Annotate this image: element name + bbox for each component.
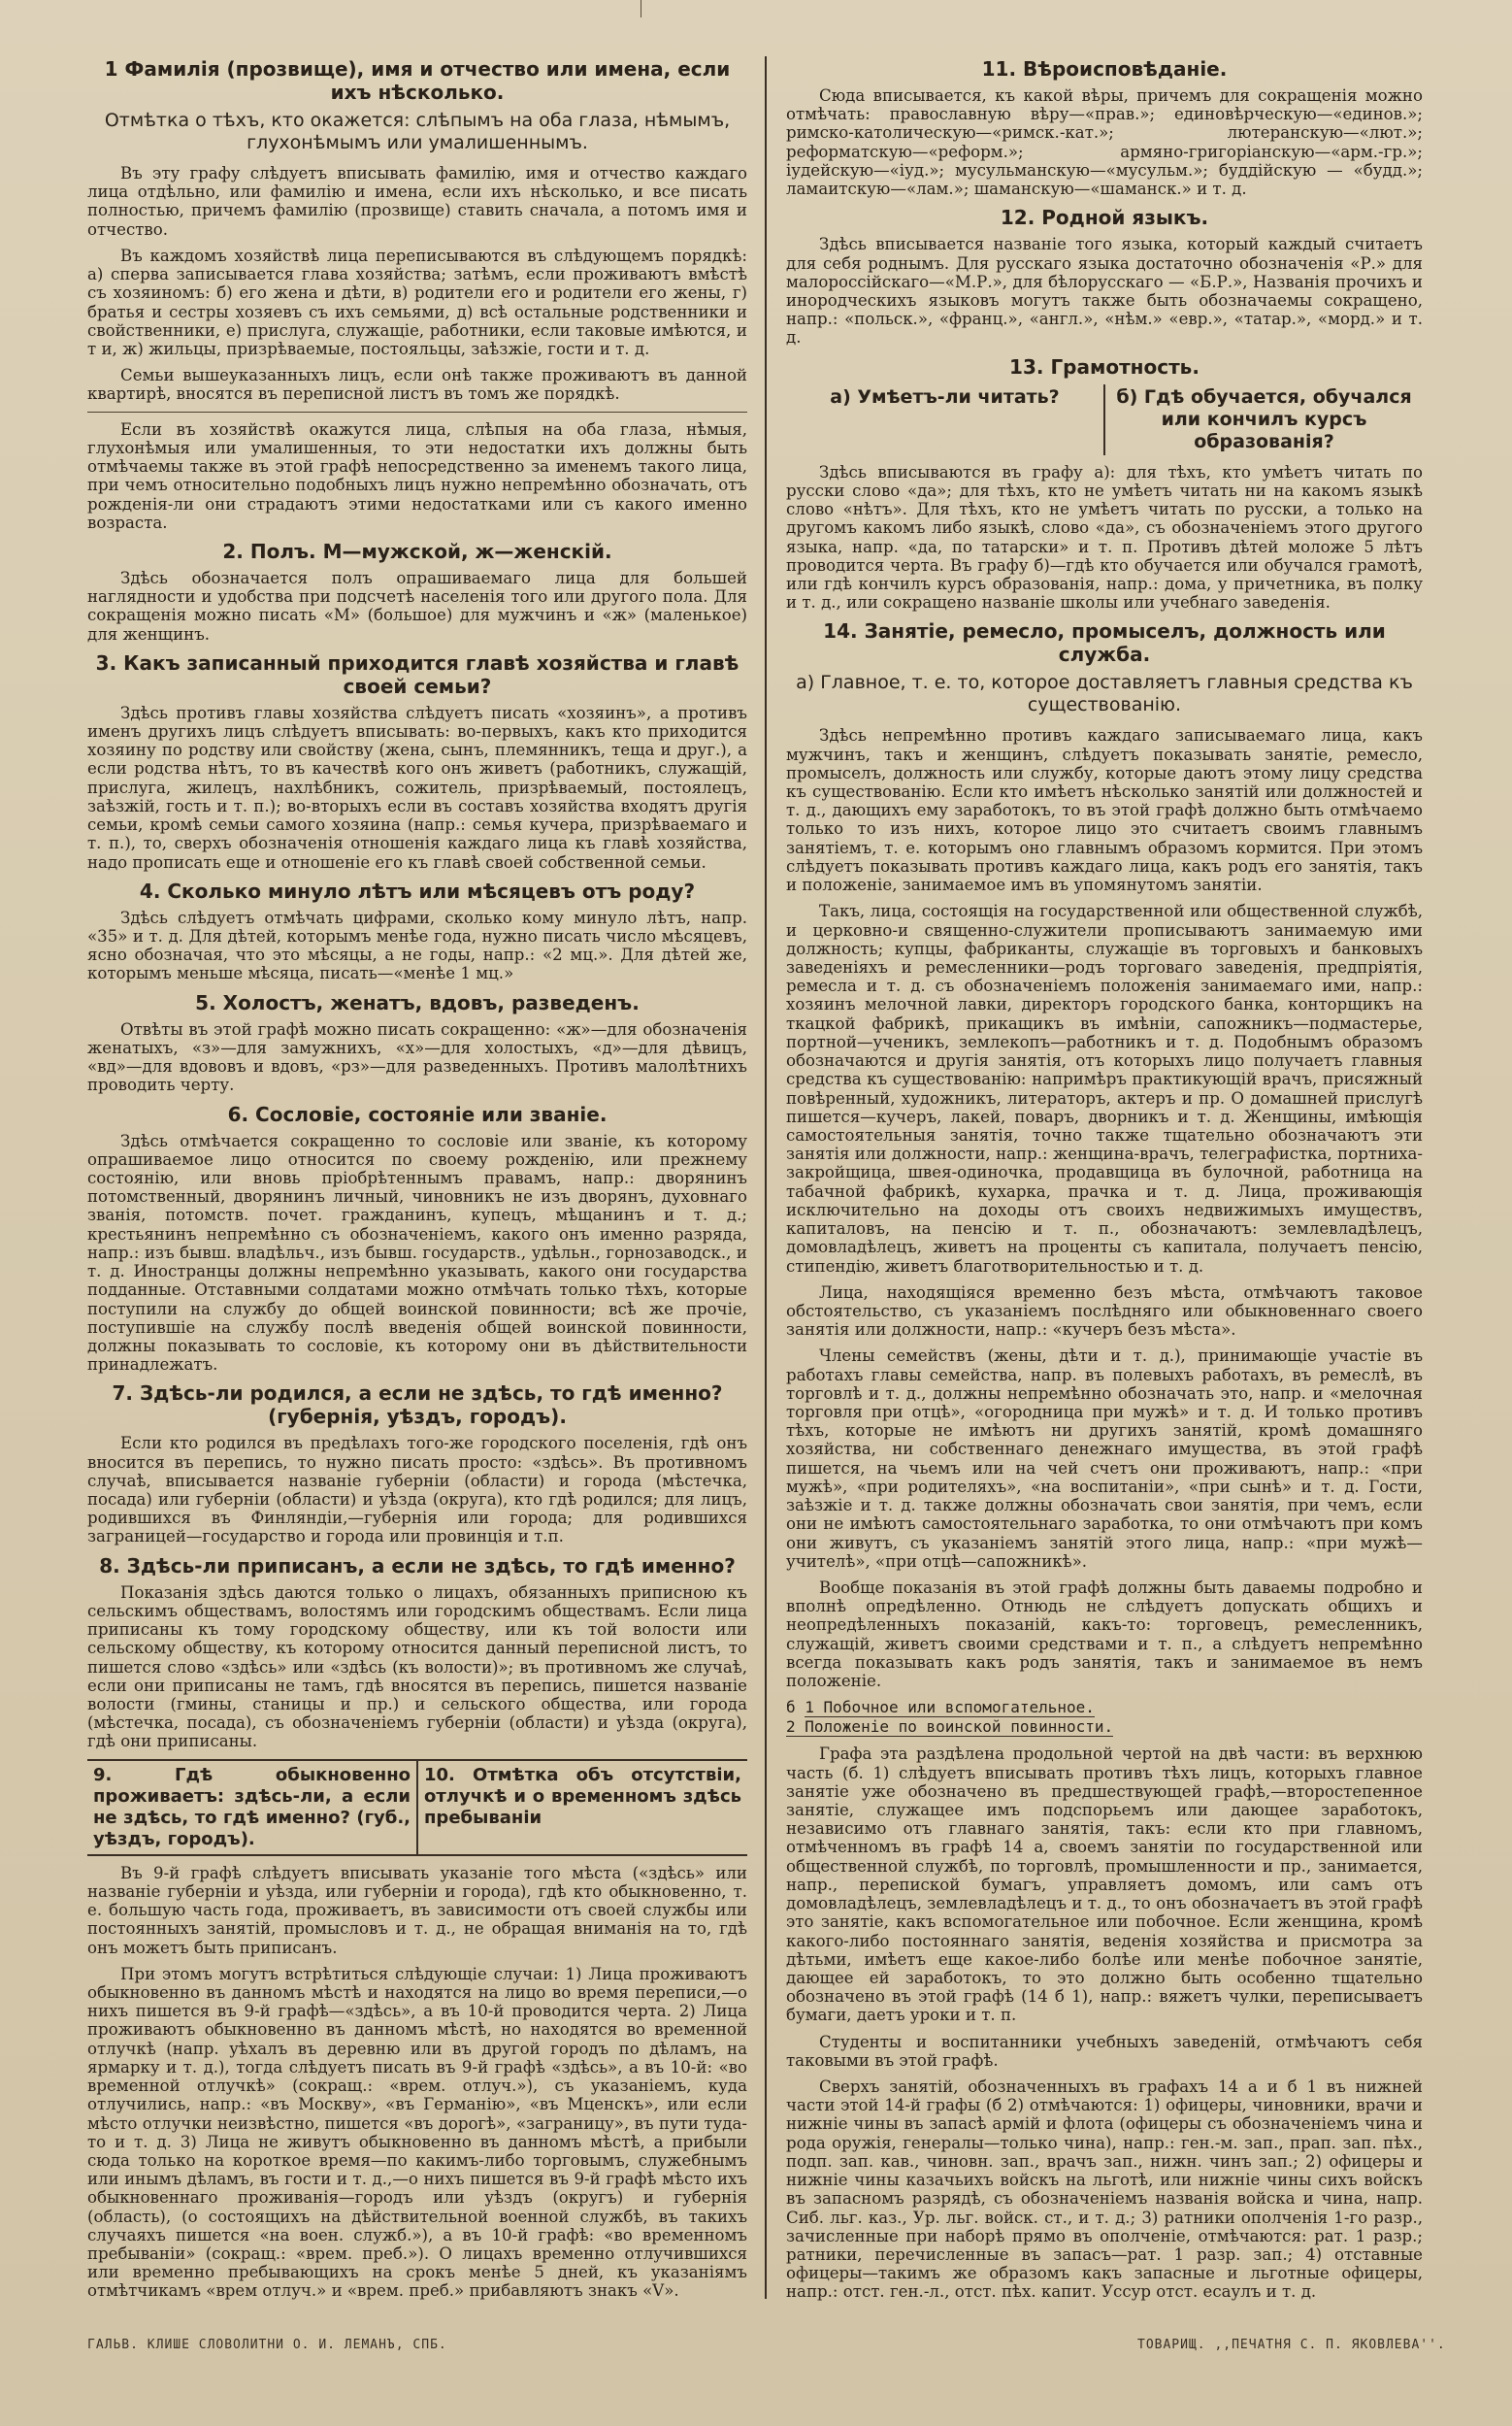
- paragraph: Здѣсь вписываются въ графу а): для тѣхъ, кто умѣетъ читать по русски слово «да»; для тѣхъ, кто не умѣетъ читать ни на какомъ языкѣ слово «нѣтъ». Для тѣхъ, кто не умѣетъ читать по русски, а только на другомъ какомъ либо языкѣ, слово «да», съ обозначеніемъ этого другого языка, напр. «да, по татарски» и т. п. Противъ дѣтей моложе 5 лѣтъ проводится черта. Въ графу б)—гдѣ кто обучается или обучался грамотѣ, или гдѣ кончилъ курсъ образованія, напр.: дома, у причетника, въ полку и т. д., или сокращено названіе школы или учебнаго заведенія.: [786, 462, 1423, 613]
- section-12-title: 12. Родной языкъ.: [1000, 206, 1209, 230]
- section-8-title: 8. Здѣсь-ли приписанъ, а если не здѣсь, то гдѣ именно?: [99, 1553, 736, 1578]
- paragraph: Здѣсь противъ главы хозяйства слѣдуетъ писать «хозяинъ», а противъ именъ другихъ лицъ слѣдуетъ вписывать: во-первыхъ, какъ кто приходится хозяину по родству или свойству (жена, сынъ, племянникъ, теща и друг.), а если родства нѣтъ, то въ качествѣ кого онъ живетъ (работникъ, служащій, прислуга, жилецъ, нахлѣбникъ, сожитель, призрѣваемый, постоялецъ, заѣзжій, гость и т. п.); во-вторыхъ если въ составъ хозяйства входятъ другія семьи, кромѣ семьи самого хозяина (напр.: семья кучера, призрѣваемаго и т. п.), то, сверхъ обозначенія отношенія каждаго лица къ главѣ хозяйства, надо прописать еще и отношеніе его къ главѣ своей собственной семьи.: [87, 703, 747, 872]
- paragraph: Въ эту графу слѣдуетъ вписывать фамилію, имя и отчество каждаго лица отдѣльно, или фамилію и имена, если ихъ нѣсколько, и все писать полностью, причемъ фамилію (прозвище) ставить сначала, а потомъ имя и отчество.: [87, 164, 747, 239]
- section-14b-label: б: [786, 1698, 796, 1717]
- left-column: [87, 53, 747, 2309]
- section-10-title: 10. Отмѣтка объ отсутствіи, отлучкѣ и о временномъ здѣсь пребываніи: [424, 1764, 741, 1828]
- section-14b1-title: 1 Побочное или вспомогательное.: [805, 1698, 1095, 1717]
- section-2-title: 2. Полъ. М—мужской, ж—женскій.: [222, 539, 612, 563]
- paragraph: Графа эта раздѣлена продольной чертой на двѣ части: въ верхнюю часть (б. 1) слѣдуетъ вписывать противъ тѣхъ лицъ, которыхъ главное занятіе уже обозначено въ предшествующей графѣ,—второстепенное занятіе, служащее имъ подспорьемъ или дающее заработокъ, независимо отъ главнаго занятія, такъ: если кто при главномъ, отмѣченномъ въ графѣ 14 а, своемъ занятіи по государственной или общественной службѣ, по торговлѣ, промышленности и пр., занимается, напр., перепиской бумагъ, управляетъ домомъ, или самъ отъ домовладѣлецъ, землевладѣлецъ и т. д., то онъ обозначаетъ въ этой графѣ это занятіе, какъ вспомогательное или побочное. Если женщина, кромѣ какого-либо постояннаго занятія, веденія хозяйства и присмотра за дѣтьми, имѣетъ еще какое-либо болѣе или менѣе побочное занятіе, дающее ей заработокъ, то это должно быть особенно тщательно обозначено въ этой графѣ (14 б 1), напр.: вяжетъ чулки, переписываетъ бумаги, даетъ уроки и т. п.: [786, 1745, 1423, 2025]
- right-column: [786, 53, 1423, 2310]
- paragraph: Если кто родился въ предѣлахъ того-же городского поселенія, гдѣ онъ вносится въ перепись, то нужно писать просто: «здѣсь». Въ противномъ случаѣ, вписывается названіе губерніи (области) и города (мѣстечка, посада) или губерніи (области) и уѣзда (округа), кто гдѣ родился; для лицъ, родившихся въ Финляндіи,—губернія или города; для родившихся заграницей—государство и города или провинція и т.п.: [87, 1434, 747, 1546]
- paragraph: Члены семействъ (жены, дѣти и т. д.), принимающіе участіе въ работахъ главы семейства, напр. въ полевыхъ работахъ, въ ремеслѣ, въ торговлѣ и т. д., должны непремѣнно обозначать это, напр. и «мелочная торговля при отцѣ», «огородница при мужѣ» и т. д. И только противъ тѣхъ, которые не имѣютъ ни другихъ занятій, кромѣ домашняго хозяйства, ни собственнаго денежнаго имущества, въ этой графѣ пишется, на чьемъ или на чей счетъ они проживаютъ, напр.: «при мужѣ», «при родителяхъ», «на воспитаніи», «при сынѣ» и т. д. Гости, заѣзжіе и т. д. также должны обозначать свои занятія, при чемъ, если они не имѣютъ самостоятельнаго заработка, то они отмѣчаютъ при комъ они живутъ, съ указаніемъ занятій этого лица, напр.: «при мужѣ—учителѣ», «при отцѣ—сапожникѣ».: [786, 1346, 1423, 1571]
- section-9-title: 9. Гдѣ обыкновенно проживаетъ: здѣсь-ли, а если не здѣсь, то гдѣ именно? (губ., уѣздъ, городъ).: [87, 1761, 418, 1854]
- paragraph: Студенты и воспитанники учебныхъ заведеній, отмѣчаютъ себя таковыми въ этой графѣ.: [786, 2032, 1423, 2070]
- footer-left-imprint: ГАЛЬВ. КЛИШЕ СЛОВОЛИТНИ О. И. ЛЕМАНЪ, СПБ.: [87, 2338, 447, 2352]
- paragraph: При этомъ могутъ встрѣтиться слѣдующіе случаи: 1) Лица проживаютъ обыкновенно въ данномъ мѣстѣ и находятся на лицо во время переписи,—о нихъ пишется въ 9-й графѣ—«здѣсь», а въ 10-й проводится черта. 2) Лица проживаютъ обыкновенно въ данномъ мѣстѣ, но находятся во временной отлучкѣ (напр. уѣхалъ въ деревню или въ другой городъ по дѣламъ, на ярмарку и т. д.), тогда слѣдуетъ писать въ 9-й графѣ «здѣсь», а въ 10-й: «во временной отлучкѣ» (сокращ.: «врем. отлуч.»), съ указаніемъ, куда отлучились, напр.: «въ Москву», «въ Германію», «въ Мценскъ», или если мѣсто отлучки неизвѣстно, пишется «въ дорогѣ», «заграницу», въ пути туда-то и т. д. 3) Лица не живутъ обыкновенно въ данномъ мѣстѣ, а прибыли сюда только на короткое время—по какимъ-либо торговымъ, служебнымъ или инымъ дѣламъ, въ гости и т. д.,—о нихъ пишется въ 9-й графѣ мѣсто ихъ обыкновеннаго проживанія—городъ или уѣздъ (округъ) и губернія (область), (о состоящихъ на дѣйствительной военной службѣ, въ такихъ случаяхъ пишется «на воен. служб.»), а въ 10-й графѣ: «во временномъ пребываніи» (сокращ.: «врем. преб.»). О лицахъ временно отлучившихся или временно пребывающихъ на срокъ менѣе 5 дней, къ указаніямъ отмѣтчикамъ «врем отлуч.» и «врем. преб.» прибавляютъ знакъ «V».: [87, 1964, 747, 2301]
- section-13a-title: а) Умѣетъ-ли читать?: [830, 385, 1060, 408]
- section-14-title: 14. Занятіе, ремесло, промыселъ, должность или служба.: [823, 619, 1386, 667]
- section-13b-title: б) Гдѣ обучается, обучался или кончилъ курсъ образованія?: [1103, 384, 1423, 455]
- section-14b2-title: 2 Положеніе по воинской повинности.: [786, 1717, 1114, 1737]
- section-5-title: 5. Холостъ, женатъ, вдовъ, разведенъ.: [195, 990, 640, 1014]
- paragraph: Отвѣты въ этой графѣ можно писать сокращенно: «ж»—для обозначенія женатыхъ, «з»—для замужнихъ, «х»—для холостыхъ, «д»—для дѣвицъ, «вд»—для вдововъ и вдовъ, «рз»—для разведенныхъ. Противъ малолѣтнихъ проводить черту.: [87, 1019, 747, 1095]
- section-3-title: 3. Какъ записанный приходится главѣ хозяйства и главѣ своей семьи?: [95, 650, 740, 698]
- separator-rule: [87, 412, 747, 413]
- section-1-subtitle: Отмѣтка о тѣхъ, кто окажется: слѣпымъ на оба глаза, нѣмымъ, глухонѣмымъ или умалишеннымъ.: [104, 110, 731, 153]
- paragraph: Въ 9-й графѣ слѣдуетъ вписывать указаніе того мѣста («здѣсь» или названіе губерніи и уѣзда, или губерніи и города), гдѣ кто обыкновенно, т. е. большую часть года, проживаетъ, въ зависимости отъ своей службы или постоянныхъ занятій, промысловъ и т. д., не обращая вниманія на то, гдѣ онъ можетъ быть приписанъ.: [87, 1863, 747, 1957]
- section-7-title: 7. Здѣсь-ли родился, а если не здѣсь, то гдѣ именно? (губернія, уѣздъ, городъ).: [112, 1381, 723, 1429]
- section-13-subheaders: [786, 384, 1423, 455]
- paragraph: Такъ, лица, состоящія на государственной или общественной службѣ, и церковно-и священно-служители прописываютъ занимаемую ими должность; купцы, фабриканты, служащіе въ торговыхъ и банковыхъ заведеніяхъ и ремесленники—родъ торговаго заведенія, предпріятія, ремесла и т. д. съ обозначеніемъ положенія занимаемаго ими, напр.: хозяинъ мелочной лавки, директоръ городского банка, конторщикъ на ткацкой фабрикѣ, прикащикъ въ имѣніи, сапожникъ—подмастерье, портной—ученикъ, землекопъ—работникъ и т. д. Подобнымъ образомъ обозначаются и другія занятія, отъ которыхъ лицо получаетъ главныя средства къ существованію: напримѣръ практикующій врачъ, присяжный повѣренный, художникъ, литераторъ, актеръ и пр. О домашней прислугѣ пишется—кучеръ, лакей, поваръ, дворникъ и т. д. Женщины, имѣющія самостоятельныя занятія, точно также тщательно обозначаютъ эти занятія или должности, напр.: женщина-врачъ, телеграфистка, портниха-закройщица, швея-одиночка, продавщица въ булочной, работница на табачной фабрикѣ, кухарка, прачка и т. д. Лица, проживающія исключительно на доходы отъ своихъ недвижимыхъ имуществъ, капиталовъ, на пенсію и т. п., обозначаютъ: землевладѣлецъ, домовладѣлецъ, живетъ на проценты съ капитала, получаетъ пенсію, стипендію, живетъ благотворительностью и т. д.: [786, 902, 1423, 1276]
- paragraph: Здѣсь слѣдуетъ отмѣчать цифрами, сколько кому минуло лѣтъ, напр. «35» и т. д. Для дѣтей, которымъ менѣе года, нужно писать число мѣсяцевъ, ясно обозначая, что это мѣсяцы, а не годы, напр.: «2 мц.». Для дѣтей же, которымъ меньше мѣсяца, писать—«менѣе 1 мц.»: [87, 908, 747, 983]
- paragraph: Лица, находящіяся временно безъ мѣста, отмѣчаютъ таковое обстоятельство, съ указаніемъ послѣдняго или обыкновеннаго своего занятія или должности, напр.: «кучеръ безъ мѣста».: [786, 1282, 1423, 1340]
- section-11-title: 11. Вѣроисповѣданіе.: [981, 57, 1228, 81]
- sections-9-10-header: [87, 1759, 747, 1856]
- section-1-title: 1 Фамилія (прозвище), имя и отчество или имена, если ихъ нѣсколько.: [104, 57, 731, 104]
- paragraph: Здѣсь непремѣнно противъ каждаго записываемаго лица, какъ мужчинъ, такъ и женщинъ, слѣдуетъ показывать занятіе, ремесло, промыселъ, должность или службу, которые даютъ этому лицу средства къ существованію. Если кто имѣетъ нѣсколько занятій или должностей и т. д., дающихъ ему заработокъ, то въ этой графѣ должно быть отмѣчаемо только то изъ нихъ, которое лицо это считаетъ своимъ главнымъ занятіемъ, т. е. которымъ оно главнымъ образомъ кормится. При этомъ слѣдуетъ показывать противъ каждаго лица, какъ родъ его занятія, такъ и положеніе, занимаемое имъ въ упомянутомъ занятіи.: [786, 726, 1423, 895]
- paragraph: Здѣсь вписывается названіе того языка, который каждый считаетъ для себя роднымъ. Для русскаго языка достаточно обозначенія «Р.» для малороссійскаго—«М.Р.», для бѣлорусскаго — «Б.Р.», Названія прочихъ и инородческихъ языковъ могутъ также быть обозначаемы сокращено, напр.: «польск.», «франц.», «англ.», «нѣм.» «евр.», «татар.», «морд.» и т. д.: [786, 235, 1423, 348]
- section-13-title: 13. Грамотность.: [1009, 354, 1200, 379]
- section-6-title: 6. Сословіе, состояніе или званіе.: [227, 1102, 608, 1126]
- paragraph: Здѣсь обозначается полъ опрашиваемаго лица для большей наглядности и удобства при подсчетѣ населенія того или другого пола. Для сокращенія можно писать «М» (большое) для мужчинъ и «ж» (маленькое) для женщинъ.: [87, 568, 747, 644]
- paragraph: Семьи вышеуказанныхъ лицъ, если онѣ также проживаютъ въ данной квартирѣ, вносятся въ переписной листъ въ томъ же порядкѣ.: [87, 366, 747, 404]
- paragraph: Здѣсь отмѣчается сокращенно то сословіе или званіе, къ которому опрашиваемое лицо относится по своему рожденію, или прежнему состоянію, или вновь пріобрѣтеннымъ правамъ, напр.: дворянинъ потомственный, дворянинъ личный, чиновникъ не изъ дворянъ, духовнаго званія, потомств. почет. гражданинъ, купецъ, мѣщанинъ и т. д.; крестьянинъ непремѣнно съ обозначеніемъ, какого онъ именно разряда, напр.: изъ бывш. владѣльч., изъ бывш. государств., удѣльн., горнозаводск., и т. д. Иностранцы должны непремѣнно указывать, какого они государства подданные. Отставными солдатами можно отмѣчать только тѣхъ, которые поступили на службу до общей воинской повинности; всѣ же прочіе, поступившіе на службу послѣ введенія общей воинской повинности, должны показывать то сословіе, къ которому они въ дѣйствительности принадлежатъ.: [87, 1131, 747, 1375]
- paragraph: Вообще показанія въ этой графѣ должны быть даваемы подробно и вполнѣ опредѣленно. Отнюдь не слѣдуетъ допускать общихъ и неопредѣленныхъ показаній, какъ-то: торговецъ, ремесленникъ, служащій, живетъ своими средствами и т. п., а слѣдуетъ непремѣнно всегда показывать какъ родъ занятія, такъ и занимаемое въ немъ положеніе.: [786, 1579, 1423, 1691]
- footer-right-imprint: ТОВАРИЩ. ,,ПЕЧАТНЯ С. П. ЯКОВЛЕВА''.: [1137, 2338, 1446, 2352]
- paragraph: Въ каждомъ хозяйствѣ лица переписываются въ слѣдующемъ порядкѣ: а) сперва записывается глава хозяйства; затѣмъ, если проживаютъ вмѣстѣ съ хозяиномъ: б) его жена и дѣти, в) родители его и родители его жены, г) братья и сестры хозяевъ съ ихъ семьями, д) всѣ остальные родственники и свойственники, е) прислуга, служащіе, работники, если таковые имѣются, и т и, ж) жильцы, призрѣваемые, постояльцы, заѣзжіе, гости и т. д.: [87, 246, 747, 358]
- paragraph: Если въ хозяйствѣ окажутся лица, слѣпыя на оба глаза, нѣмыя, глухонѣмыя или умалишенныя, то эти недостатки ихъ должны быть отмѣчаемы также въ этой графѣ непосредственно за именемъ такого лица, при чемъ относительно подобныхъ лицъ нужно непремѣнно обозначать, отъ рожденія-ли они страдаютъ этими недостатками или съ какого именно возраста.: [87, 419, 747, 532]
- column-divider: [765, 56, 767, 2299]
- section-4-title: 4. Сколько минуло лѣтъ или мѣсяцевъ отъ роду?: [139, 879, 696, 903]
- section-14a-title: а) Главное, т. е. то, которое доставляетъ главныя средства къ существованію.: [796, 672, 1413, 716]
- paragraph: Сюда вписывается, къ какой вѣры, причемъ для сокращенія можно отмѣчать: православную вѣру—«прав.»; единовѣрческую—«единов.»; римско-католическую—«римск.-кат.»; лютеранскую—«лют.»; реформатскую—«реформ.»; армяно-григоріанскую—«арм.-гр.»; іудейскую—«іуд.»; мусульманскую—«мусульм.»; буддійскую — «будд.»; ламаитскую—«лам.»; шаманскую—«шаманск.» и т. д.: [786, 86, 1423, 199]
- paragraph: Сверхъ занятій, обозначенныхъ въ графахъ 14 а и б 1 въ нижней части этой 14-й графы (б 2) отмѣчаются: 1) офицеры, чиновники, врачи и нижніе чины въ запасѣ армій и флота (офицеры съ обозначеніемъ чина и рода оружія, генералы—только чина), напр.: ген.-м. зап., прап. зап. пѣх., подп. зап. кав., чиновн. зап., врачъ зап., нижн. чинъ зап.; 2) офицеры и нижніе чины казачьихъ войскъ на льготѣ, или нижніе чины сихъ войскъ въ запасномъ разрядѣ, съ обозначеніемъ названія войска и чина, напр. Сиб. льг. каз., Ур. льг. войск. ст., и т. д.; 3) ратники ополченія 1-го разр., зачисленные при наборѣ прямо въ ополченіе, отмѣчаются: рат. 1 разр.; ратники, перечисленные въ запасъ—рат. 1 разр. зап.; 4) отставные офицеры—такимъ же образомъ какъ запасные и льготные офицеры, напр.: отст. ген.-л., отст. пѣх. капит. Уссур отст. есаулъ и т. д.: [786, 2077, 1423, 2302]
- paragraph: Показанія здѣсь даются только о лицахъ, обязанныхъ приписною къ сельскимъ обществамъ, волостямъ или городскимъ обществамъ. Если лица приписаны къ тому городскому обществу, или къ той волости или сельскому обществу, къ которому относится данный переписной листъ, то пишется слово «здѣсь» или «здѣсь (къ волости)»; въ противномъ же случаѣ, если они приписаны не тамъ, гдѣ вносятся въ перепись, пишется названіе волости (гмины, станицы и пр.) и сельского общества, или города (мѣстечка, посада), съ обозначеніемъ губерніи (области) и уѣзда (округа), гдѣ они приписаны.: [87, 1582, 747, 1751]
- section-14b-subheaders: [786, 1698, 1423, 1737]
